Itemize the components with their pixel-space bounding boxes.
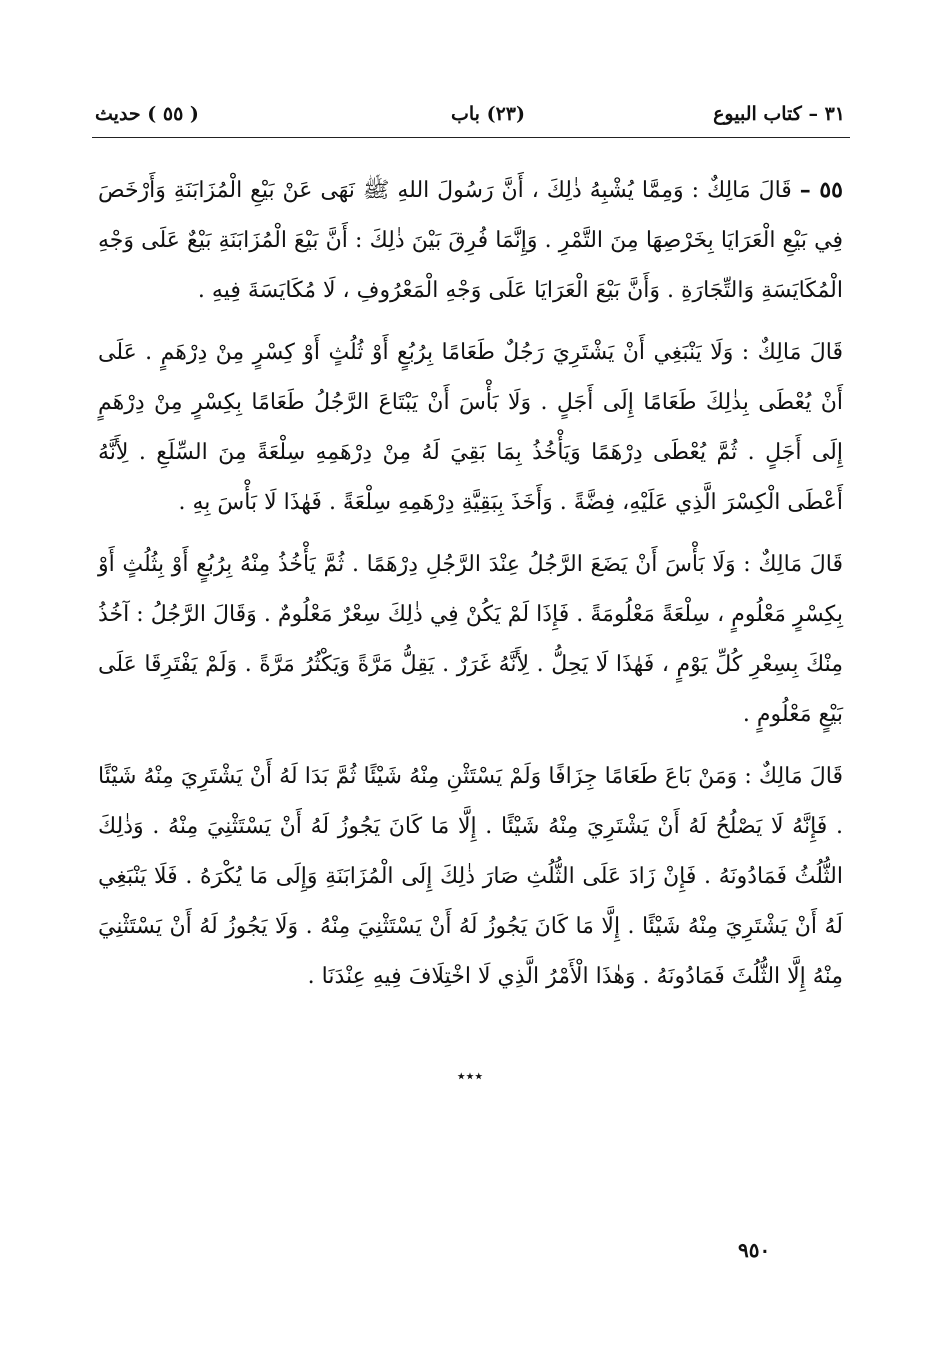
- chapter-title: ٣١ – كتاب البيوع: [713, 103, 845, 125]
- section-title: (٢٣) باب: [451, 103, 525, 125]
- paragraph-text: قَالَ مَالِكٌ : وَمَنْ بَاعَ طَعَامًا جِزَافًا وَلَمْ يَسْتَثْنِ مِنْهُ شَيْئًا ثُمَّ بَدَا لَهُ أَنْ يَشْتَرِيَ مِنْهُ شَيْئًا . فَإِنَّهُ لَا يَصْلُحُ لَهُ أَنْ يَشْتَرِيَ مِنْهُ شَيْئًا . إِلَّا مَا كَانَ يَجُوزُ لَهُ أَنْ يَسْتَثْنِيَ مِنْهُ . وَذٰلِكَ الثُّلُثُ فَمَادُونَهُ . فَإِنْ زَادَ عَلَى الثُّلُثِ صَارَ ذٰلِكَ إِلَى الْمُزَابَنَةِ وَإِلَى مَا يُكْرَهُ . فَلَا يَنْبَغِي لَهُ أَنْ يَشْتَرِيَ مِنْهُ شَيْئًا . إِلَّا مَا كَانَ يَجُوزُ لَهُ أَنْ يَسْتَثْنِيَ مِنْهُ . وَلَا يَجُوزُ لَهُ أَنْ يَسْتَثْنِيَ مِنْهُ إِلَّا الثُّلُثَ فَمَادُونَهُ . وَهٰذَا الْأَمْرُ الَّذِي لَا اخْتِلَافَ فِيهِ عِنْدَنَا .: [98, 764, 843, 989]
- page-number: ٩٥٠: [738, 1238, 771, 1262]
- paragraph: [98, 752, 843, 1002]
- paragraph: [98, 165, 843, 316]
- hadith-number: ( ٥٥ ) حديث: [95, 103, 199, 125]
- paragraph: [98, 540, 843, 740]
- paragraph-text: قَالَ مَالِكٌ : وَلَا بَأْسَ أَنْ يَضَعَ الرَّجُلُ عِنْدَ الرَّجُلِ دِرْهَمًا . ثُمَّ يَأْخُذُ مِنْهُ بِرُبُعٍ أَوْ بِثُلُثٍ أَوْ بِكِسْرٍ مَعْلُومٍ ، سِلْعَةً مَعْلُومَةً . فَإِذَا لَمْ يَكُنْ فِي ذٰلِكَ سِعْرٌ مَعْلُومٌ . وَقَالَ الرَّجُلُ : آخُذُ مِنْكَ بِسِعْرِ كُلِّ يَوْمٍ ، فَهٰذَا لَا يَحِلُّ . لِأَنَّهُ غَرَرٌ . يَقِلُّ مَرَّةً وَيَكْثُرُ مَرَّةً . وَلَمْ يَفْتَرِقَا عَلَى بَيْعٍ مَعْلُومٍ .: [98, 552, 843, 727]
- main-text: [98, 165, 843, 1002]
- running-header: [95, 103, 845, 133]
- header-rule: [92, 137, 850, 138]
- paragraph: [98, 328, 843, 528]
- paragraph-text: قَالَ مَالِكٌ : وَمِمَّا يُشْبِهُ ذٰلِكَ ، أَنَّ رَسُولَ اللهِ ﷺ نَهَى عَنْ بَيْعِ الْمُزَابَنَةِ وَأَرْخَصَ فِي بَيْعِ الْعَرَايَا بِخَرْصِهَا مِنَ التَّمْرِ . وَإِنَّمَا فُرِقَ بَيْنَ ذٰلِكَ : أَنَّ بَيْعَ الْمُزَابَنَةِ بَيْعٌ عَلَى وَجْهِ الْمُكَايَسَةِ وَالتِّجَارَةِ . وَأَنَّ بَيْعَ الْعَرَايَا عَلَى وَجْهِ الْمَعْرُوفِ ، لَا مُكَايَسَةَ فِيهِ .: [98, 178, 843, 303]
- section-ornament: ٭٭٭: [456, 1066, 484, 1085]
- paragraph-number: ٥٥ –: [799, 177, 843, 203]
- paragraph-text: قَالَ مَالِكٌ : وَلَا يَنْبَغِي أَنْ يَشْتَرِيَ رَجُلٌ طَعَامًا بِرُبُعٍ أَوْ ثُلُثٍ أَوْ كِسْرٍ مِنْ دِرْهَمٍ . عَلَى أَنْ يُعْطَى بِذٰلِكَ طَعَامًا إِلَى أَجَلٍ . وَلَا بَأْسَ أَنْ يَبْتَاعَ الرَّجُلُ طَعَامًا بِكِسْرٍ مِنْ دِرْهَمٍ إِلَى أَجَلٍ . ثُمَّ يُعْطَى دِرْهَمًا وَيَأْخُذُ بِمَا بَقِيَ لَهُ مِنْ دِرْهَمِهِ سِلْعَةً مِنَ السِّلَعِ . لِأَنَّهُ أَعْطَى الْكِسْرَ الَّذِي عَلَيْهِ، فِضَّةً . وَأَخَذَ بِبَقِيَّةِ دِرْهَمِهِ سِلْعَةً . فَهٰذَا لَا بَأْسَ بِهِ .: [98, 340, 843, 515]
